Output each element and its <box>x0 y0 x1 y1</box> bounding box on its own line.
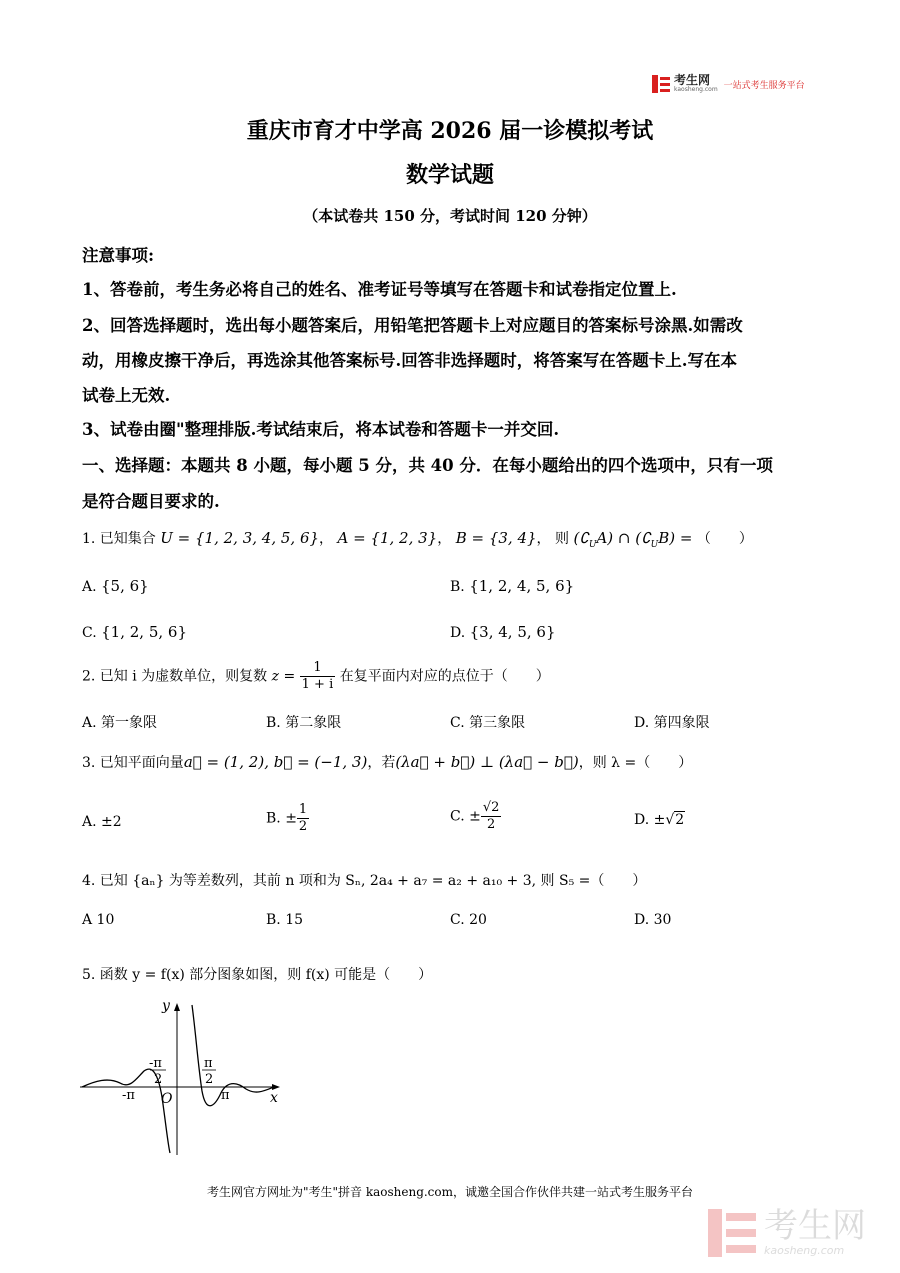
instruction-item-3: 3、试卷由圈"整理排版.考试结束后，将本试卷和答题卡一并交回. <box>82 420 560 439</box>
q1-ask: 则 <box>554 531 569 547</box>
section-1-line-2: 是符合题目要求的. <box>82 492 220 511</box>
q1-expression: $(∁_UA)$ ∩ $(∁_UB)$ = <box>573 529 693 550</box>
q3-option-a: A. ±2 <box>82 814 122 830</box>
section-1-line-1: 一、选择题：本题共 8 小题，每小题 5 分，共 40 分．在每小题给出的四个选项中，只有一项 <box>82 456 773 475</box>
q2-z: z = <box>271 668 296 685</box>
page-footer: 考生网官方网址为"考生"拼音 kaosheng.com，诚邀全国合作伙伴共建一站式考生服务平台 <box>206 1185 694 1199</box>
q4-option-c: C. 20 <box>450 912 487 928</box>
question-3 <box>82 752 692 772</box>
watermark-name: 考生网 <box>764 1206 866 1246</box>
q2-option-a: A. 第一象限 <box>82 715 158 731</box>
q2-fraction: $\frac{1}{1 + i}$ <box>301 660 334 692</box>
q3-option-d: D. ±√2 <box>634 812 685 828</box>
q1-option-b: B. {1, 2, 4, 5, 6} <box>450 577 575 595</box>
q1-option-d: D. {3, 4, 5, 6} <box>450 623 556 641</box>
q4-option-b: B. 15 <box>266 912 304 928</box>
q1-prefix: 1. 已知集合 <box>82 531 156 547</box>
instructions-heading: 注意事项: <box>82 246 155 265</box>
q4-option-d: D. 30 <box>634 912 672 928</box>
origin-label: O <box>161 1091 173 1107</box>
q3-cond-prefix: ，若 <box>367 755 396 771</box>
q1-set-a: A = {1, 2, 3} <box>337 529 438 547</box>
q1-option-c: C. {1, 2, 5, 6} <box>82 623 187 641</box>
q4-option-a: A 10 <box>82 912 115 928</box>
q2-suffix: 在复平面内对应的点位于（ ） <box>339 668 550 685</box>
q1-set-b: B = {3, 4} <box>455 529 537 547</box>
q3-condition: (λa⃗ + b⃗) ⊥ (λa⃗ − b⃗) <box>395 753 579 771</box>
instruction-item-2-line-1: 2、回答选择题时，选出每小题答案后，用铅笔把答题卡上对应题目的答案标号涂黑.如需改 <box>82 316 743 335</box>
watermark-logo-icon <box>708 1209 756 1257</box>
q2-option-b: B. 第二象限 <box>266 715 342 731</box>
question-4: 4. 已知 {aₙ} 为等差数列，其前 n 项和为 Sₙ, 2a₄ + a₇ = a₂ + a₁₀ + 3, 则 S₅ =（ ） <box>82 873 647 889</box>
instruction-item-2-line-2: 动，用橡皮擦干净后，再选涂其他答案标号.回答非选择题时，将答案写在答题卡上.写在本 <box>82 351 737 370</box>
exam-subject: 数学试题 <box>405 162 494 188</box>
q1-set-u: U = {1, 2, 3, 4, 5, 6} <box>160 529 320 547</box>
brand-name: 考生网 <box>674 73 711 87</box>
watermark-logo <box>708 1208 866 1257</box>
q3-suffix: ，则 λ =（ ） <box>578 755 693 771</box>
instruction-item-1: 1、答卷前，考生务必将自己的姓名、准考证号等填写在答题卡和试卷指定位置上. <box>82 280 677 299</box>
neg-half-pi-denominator: 2 <box>154 1072 163 1087</box>
question-2 <box>82 660 550 693</box>
y-axis-arrow-icon <box>174 1003 180 1011</box>
exam-title: 重庆市育才中学高 2026 届一诊模拟考试 <box>246 118 654 144</box>
q2-prefix: 2. 已知 i 为虚数单位，则复数 <box>82 668 268 685</box>
watermark-domain: kaosheng.com <box>764 1244 845 1257</box>
q1-paren: （ ） <box>696 531 753 547</box>
half-pi-denominator: 2 <box>205 1072 214 1087</box>
x-axis-label: x <box>270 1090 278 1106</box>
q5-function-graph <box>80 995 290 1160</box>
brand-logo-icon <box>652 75 670 93</box>
brand-logo <box>652 73 805 95</box>
q1-option-a: A. {5, 6} <box>82 577 149 595</box>
y-axis-label: y <box>162 998 170 1014</box>
question-1: 1. 已知集合 U = {1, 2, 3, 4, 5, 6}， A = {1, 2, 3}， B = {3, 4}， 则 $(∁_UA)$ ∩ $(∁_UB)$ = （ ） <box>82 529 753 550</box>
q2-option-d: D. 第四象限 <box>634 715 710 731</box>
neg-half-pi-numerator: -π <box>149 1056 162 1071</box>
q3-prefix: 3. 已知平面向量 <box>82 755 184 771</box>
brand-slogan: 一站式考生服务平台 <box>723 80 805 91</box>
instruction-item-2-line-3: 试卷上无效. <box>82 386 171 405</box>
half-pi-numerator: π <box>204 1056 213 1071</box>
q3-vectors: a⃗ = (1, 2), b⃗ = (−1, 3) <box>183 753 368 771</box>
question-5: 5. 函数 y = f(x) 部分图象如图，则 f(x) 可能是（ ） <box>82 967 433 983</box>
exam-note: （本试卷共 150 分，考试时间 120 分钟） <box>303 207 597 225</box>
q3-option-b: B. ± $\frac{1}{2}$ <box>266 802 308 834</box>
pi-label: π <box>221 1088 230 1103</box>
neg-pi-label: -π <box>122 1088 135 1103</box>
q3-option-c: C. ± $\frac{√2}{2}$ <box>450 800 500 832</box>
q2-option-c: C. 第三象限 <box>450 715 526 731</box>
brand-domain: kaosheng.com <box>674 86 718 93</box>
